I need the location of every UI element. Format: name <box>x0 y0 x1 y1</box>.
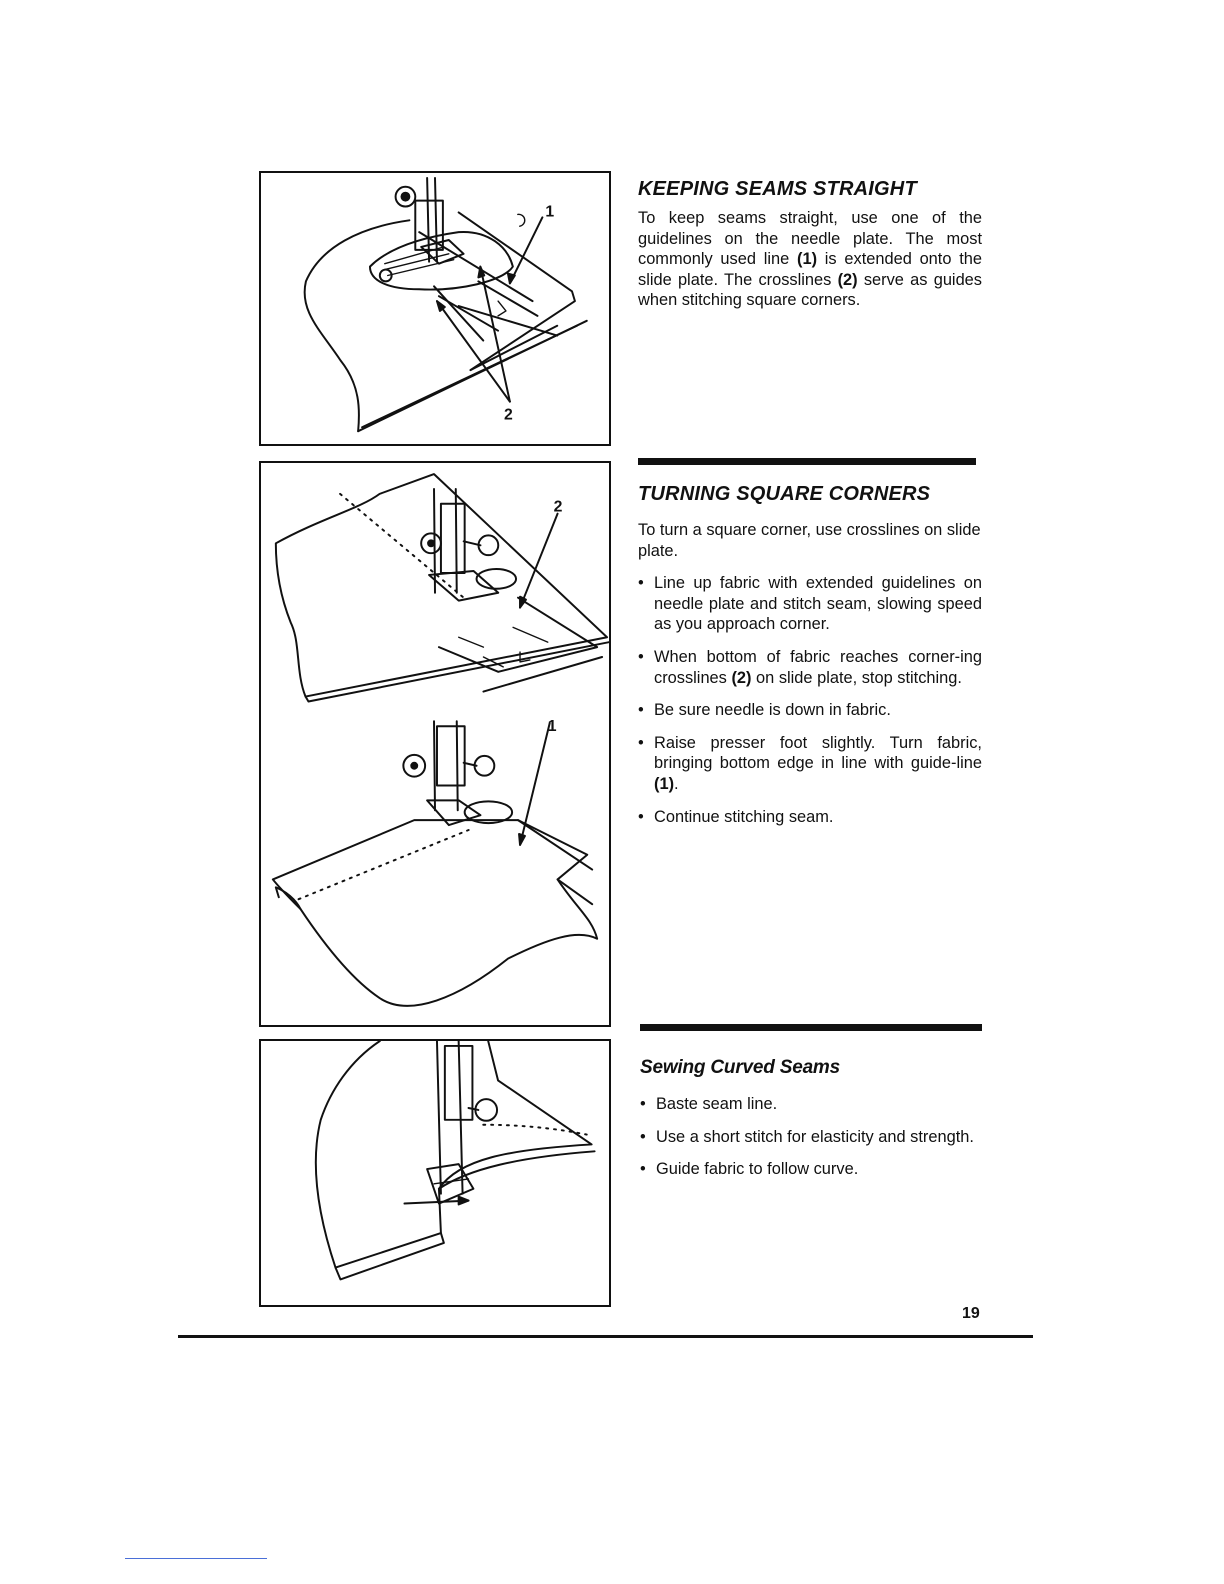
callout-1-bottom: 1 <box>547 718 557 736</box>
list-item: • Line up fabric with extended guidelines on needle plate and stitch seam, slowing speed as you approach corner. <box>638 573 982 635</box>
list-item: • When bottom of fabric reaches corner-ing crosslines (2) on slide plate, stop stitching. <box>638 647 982 688</box>
figure-curved-seams <box>259 1039 611 1307</box>
curved-seams-steps <box>640 1094 980 1180</box>
callout-1: 1 <box>545 203 555 221</box>
figure-keeping-seams-straight <box>259 171 611 446</box>
figure-turning-square-corners <box>259 461 611 1027</box>
section-sewing-curved-seams <box>640 1056 980 1192</box>
list-item: • Baste seam line. <box>640 1094 980 1115</box>
curved-seam-illustration <box>261 1041 609 1305</box>
turning-corners-intro: To turn a square corner, use crosslines on slide plate. <box>638 521 981 560</box>
page-bottom-rule <box>178 1335 1033 1338</box>
section-turning-square-corners <box>638 482 982 839</box>
turning-corner-illustration <box>261 463 609 1025</box>
section-keeping-seams-straight <box>638 177 982 311</box>
list-item: • Be sure needle is down in fabric. <box>638 700 982 721</box>
callout-2: 2 <box>503 406 513 424</box>
section-divider <box>640 1024 982 1031</box>
callout-2-top: 2 <box>553 498 563 516</box>
list-item: • Raise presser foot slightly. Turn fabric, bringing bottom edge in line with guide-line (1). <box>638 733 982 795</box>
keeping-seams-title: KEEPING SEAMS STRAIGHT <box>638 178 917 200</box>
page-number: 19 <box>962 1305 980 1322</box>
keeping-seams-body: To keep seams straight, use one of the guidelines on the needle plate. The most commonly used line (1) is extended onto the slide plate. The crosslines (2) serve as guides when stitching square corners. <box>638 209 983 310</box>
turning-corners-steps <box>638 573 982 827</box>
list-item: • Guide fabric to follow curve. <box>640 1159 980 1180</box>
curved-seams-title: Sewing Curved Seams <box>640 1057 840 1078</box>
footer-line <box>125 1558 267 1559</box>
list-item: • Continue stitching seam. <box>638 807 982 828</box>
section-divider <box>638 458 976 465</box>
turning-corners-title: TURNING SQUARE CORNERS <box>638 483 931 505</box>
sewing-machine-slide-plate-illustration <box>261 173 609 444</box>
list-item: • Use a short stitch for elasticity and strength. <box>640 1127 980 1148</box>
